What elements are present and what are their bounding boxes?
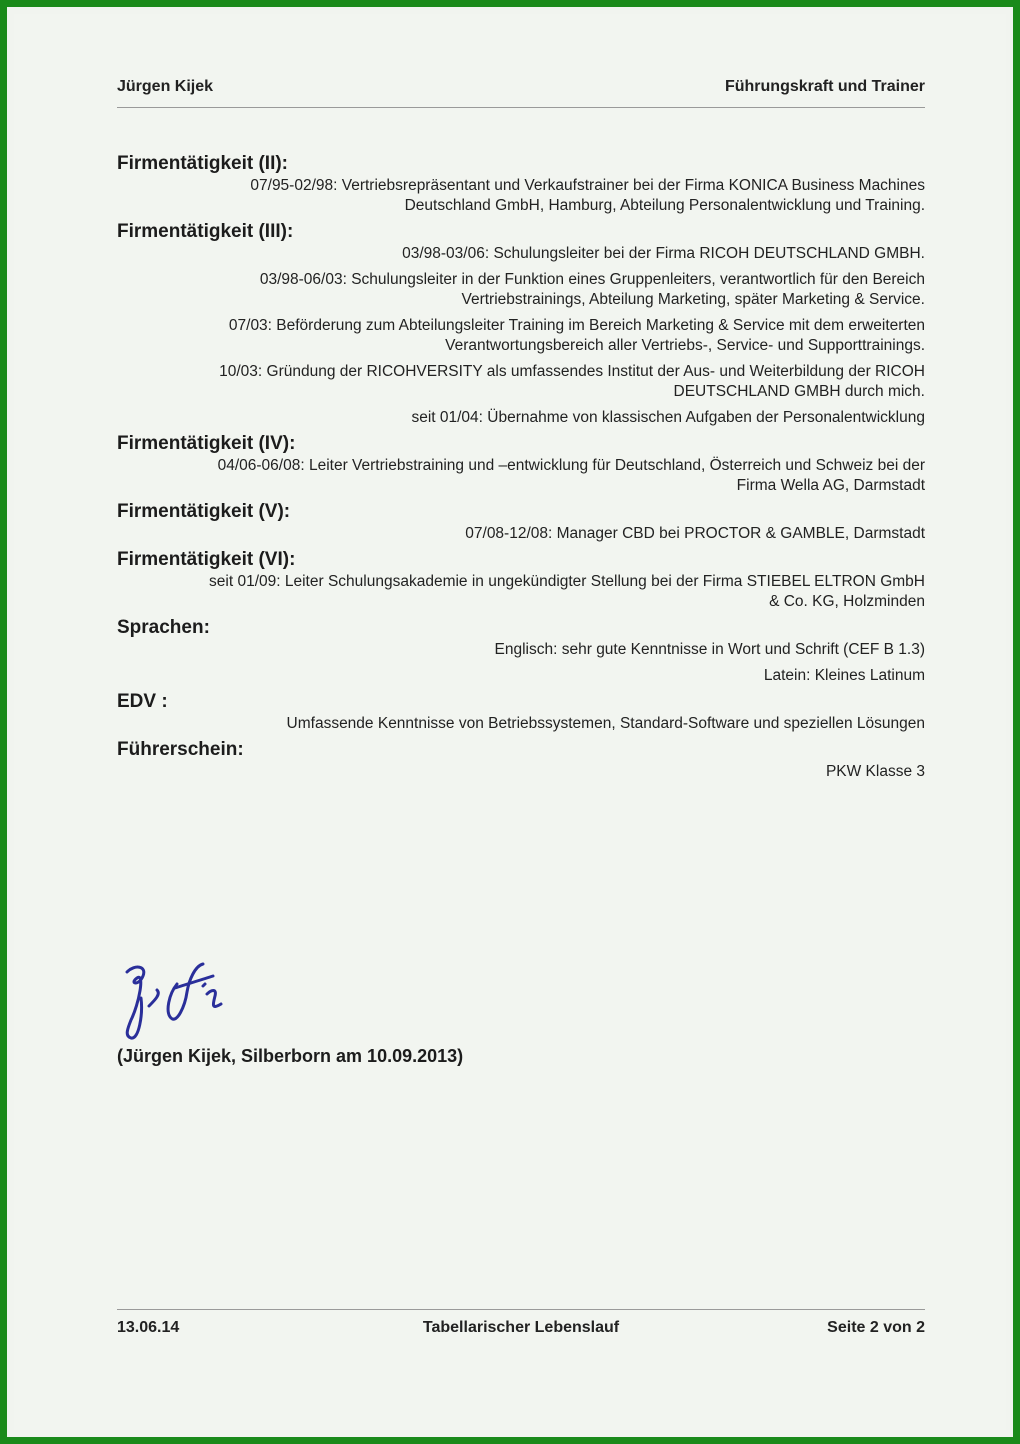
section-entry [117,640,925,660]
entry-line: DEUTSCHLAND GMBH durch mich. [673,383,925,400]
footer-page-number: Seite 2 von 2 [827,1319,925,1336]
page-footer [117,1319,925,1341]
entry-line: Firma Wella AG, Darmstadt [736,477,925,494]
section-title: Firmentätigkeit (II): [117,153,289,174]
entry-line: PKW Klasse 3 [825,763,925,780]
footer-date: 13.06.14 [117,1319,180,1336]
section-entry [117,456,925,496]
section-title: Firmentätigkeit (V): [117,501,291,522]
header-name: Jürgen Kijek [117,78,214,95]
page-content-area [117,14,925,1430]
entry-line: seit 01/09: Leiter Schulungsakademie in ungekündigter Stellung bei der Firma STIEBEL ELTRON GmbH [209,573,925,590]
section-entry [117,244,925,264]
header-rule [117,107,925,108]
section-entry [117,524,925,544]
section-entry [117,408,925,428]
entry-line: 04/06-06/08: Leiter Vertriebstraining und –entwicklung für Deutschland, Österreich und Schweiz bei der [217,457,925,474]
entry-line: Vertriebstrainings, Abteilung Marketing, später Marketing & Service. [461,291,925,308]
section-title: Firmentätigkeit (IV): [117,433,296,454]
entry-line: Verantwortungsbereich aller Vertriebs-, Service- und Supporttrainings. [445,337,925,354]
footer-title: Tabellarischer Lebenslauf [422,1319,620,1336]
section-entry [117,666,925,686]
entry-line: Englisch: sehr gute Kenntnisse in Wort und Schrift (CEF B 1.3) [494,641,925,658]
entry-line: Umfassende Kenntnisse von Betriebssystemen, Standard-Software und speziellen Lösungen [286,715,925,732]
section-entry [117,270,925,310]
section-title: Führerschein: [117,739,244,760]
section-entry [117,176,925,216]
section-title: Firmentätigkeit (III): [117,221,294,242]
cv-content [117,152,925,782]
entry-line: seit 01/04: Übernahme von klassischen Aufgaben der Personalentwicklung [411,409,925,426]
section-title: Firmentätigkeit (VI): [117,549,296,570]
document-page [14,14,1006,1430]
handwritten-signature [117,954,237,1044]
section-entry [117,762,925,782]
section-entry [117,316,925,356]
header-role: Führungskraft und Trainer [724,78,925,95]
page-header [117,78,925,102]
entry-line: 07/03: Beförderung zum Abteilungsleiter Training im Bereich Marketing & Service mit dem erweiterten [228,317,925,334]
entry-line: & Co. KG, Holzminden [769,593,925,610]
entry-line: 03/98-06/03: Schulungsleiter in der Funktion eines Gruppenleiters, verantwortlich für den Bereich [259,271,925,288]
section-entry [117,572,925,612]
section-title: EDV : [117,691,168,712]
footer-rule [117,1309,925,1310]
entry-line: 03/98-03/06: Schulungsleiter bei der Firma RICOH DEUTSCHLAND GMBH. [402,245,925,262]
section-entry [117,362,925,402]
entry-line: 07/08-12/08: Manager CBD bei PROCTOR & GAMBLE, Darmstadt [465,525,925,542]
section-title: Sprachen: [117,617,210,638]
entry-line: 10/03: Gründung der RICOHVERSITY als umfassendes Institut der Aus- und Weiterbildung der RICOH [219,363,925,380]
section-entry [117,714,925,734]
entry-line: Deutschland GmbH, Hamburg, Abteilung Personalentwicklung und Training. [404,197,925,214]
signature-caption: (Jürgen Kijek, Silberborn am 10.09.2013) [117,1046,464,1066]
entry-line: Latein: Kleines Latinum [763,667,925,684]
entry-line: 07/95-02/98: Vertriebsrepräsentant und Verkaufstrainer bei der Firma KONICA Business Machines [250,177,925,194]
